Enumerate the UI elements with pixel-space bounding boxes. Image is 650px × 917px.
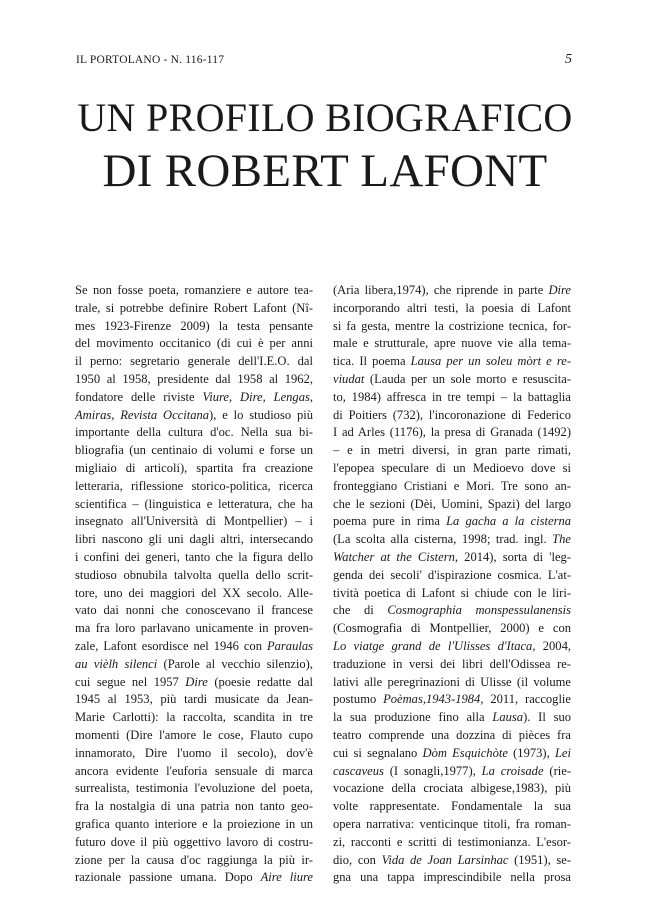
text-line-left: del movimento occitanico (di cui è per anni bbox=[75, 336, 313, 351]
text-line-left: studioso obnubila talvolta quella dello scrit- bbox=[75, 567, 313, 582]
text-line-left: momenti (Dire l'amore le cose, Flauto cupo bbox=[75, 727, 313, 742]
text-line-right: tica. Il poema Lausa per un soleu mòrt e re- bbox=[333, 354, 571, 369]
text-line-right: (Aria libera,1974), che riprende in parte Dire bbox=[333, 283, 571, 297]
text-line-right: Lo viatge grand de l'Ulisses d'Itaca, 2004, bbox=[333, 638, 571, 653]
text-line-right: poema pure in rima La gacha a la cisterna bbox=[333, 514, 571, 529]
text-line-left: tore, uno dei maggiori del XX secolo. Alle- bbox=[75, 585, 313, 600]
text-line-right: (Cosmografia di Montpellier, 2000) e con bbox=[333, 621, 571, 636]
text-line-left: grafica quanto interiore e la proiezione in un bbox=[75, 816, 313, 831]
text-line-left: zale, Lafont esordisce nel 1946 con Paraulas bbox=[75, 638, 313, 653]
text-line-right: lativi alle peregrinazioni di Ulisse (il volume bbox=[333, 674, 571, 689]
text-line-right: I ad Arles (1176), la presa di Granada (1492) bbox=[333, 425, 571, 440]
text-line-right: zi, racconti e scritti di testimonianza. L'esor- bbox=[333, 834, 571, 849]
text-line-right: male e strutturale, apre nuove vie alla tema- bbox=[333, 336, 571, 351]
text-line-left: futuro dove il più oggettivo lavoro di costru- bbox=[75, 834, 313, 849]
text-line-right: vocazione della crociata albigese,1983), più bbox=[333, 781, 571, 796]
running-header bbox=[76, 54, 572, 72]
text-line-left: zione per la causa d'oc raggiunga la più ir- bbox=[75, 852, 313, 867]
text-line-left: surrealista, testimonia l'evoluzione del poeta, bbox=[75, 781, 313, 796]
text-line-right: di Poitiers (732), l'incoronazione di Federico bbox=[333, 407, 571, 422]
text-line-right: fronteggiano Cristiani e Mori. Tre sono an- bbox=[333, 478, 571, 493]
text-column-right bbox=[333, 282, 571, 887]
text-line-right: cascaveus (I sonagli,1977), La croisade (rie- bbox=[333, 763, 571, 778]
text-line-left: 1945 al 1953, più tardi musicate da Jean- bbox=[75, 692, 313, 707]
text-line-right: (La scolta alla cisterna, 1998; trad. ingl. The bbox=[333, 532, 571, 547]
text-line-left: cui segue nel 1957 Dire (poesie redatte dal bbox=[75, 674, 313, 689]
text-line-right: incorporando altri testi, la poesia di Lafont bbox=[333, 300, 571, 315]
text-line-left: Marie Carlotti): la raccolta, scandita in tre bbox=[75, 710, 313, 725]
text-line-left: Amiras, Revista Occitana), e lo studioso più bbox=[75, 407, 313, 422]
text-line-right: dio, con Vida de Joan Larsinhac (1951), se- bbox=[333, 852, 571, 867]
text-line-left: ma fra loro parlavano unicamente in proven- bbox=[75, 621, 313, 636]
text-line-left: trale, si potrebbe definire Robert Lafont (Nî- bbox=[75, 300, 313, 315]
text-line-left: letteraria, riflessione storico-politica, ricerca bbox=[75, 478, 313, 493]
text-line-right: Watcher at the Cistern, 2014), sorta di 'leg- bbox=[333, 549, 571, 564]
text-line-left: au vièlh silenci (Parole al vecchio silenzio), bbox=[75, 656, 313, 671]
text-line-left: fondatore delle riviste Viure, Dire, Lengas, bbox=[75, 389, 313, 404]
text-line-right: viudat (Lauda per un sole morto e resuscita- bbox=[333, 371, 571, 386]
journal-title: IL PORTOLANO - N. 116-117 bbox=[76, 54, 225, 66]
text-line-left: il perno: segretario generale dell'I.E.O. dal bbox=[75, 354, 313, 369]
text-line-right: opera narrativa: venticinque titoli, fra roman- bbox=[333, 816, 571, 831]
text-line-right: genda dei secoli' d'ispirazione cosmica. L'at- bbox=[333, 567, 571, 582]
text-line-left: razionale passione umana. Dopo Aire liure bbox=[75, 870, 313, 885]
text-line-right: gna una tappa imprescindibile nella prosa bbox=[333, 870, 571, 885]
text-line-left: insegnato all'Università di Montpellier) – i bbox=[75, 514, 313, 529]
text-line-left: innamorato, Dire l'uomo il secolo), dov'è bbox=[75, 745, 313, 760]
text-line-right: teatro comprende una dozzina di pièces fra bbox=[333, 727, 571, 742]
text-line-left: fra la nostalgia di una patria non tanto geo- bbox=[75, 799, 313, 814]
text-line-right: si fa gesta, mentre la costrizione tecnica, for- bbox=[333, 318, 571, 333]
text-line-right: l'epopea speculare di un Medioevo dove si bbox=[333, 460, 571, 475]
article-title-line-1: UN PROFILO BIOGRAFICO bbox=[77, 95, 573, 140]
text-line-left: bliografia (un centinaio di volumi e forse un bbox=[75, 443, 313, 458]
text-line-right: postumo Poèmas,1943-1984, 2011, raccoglie bbox=[333, 692, 571, 707]
text-line-left: importante della cultura d'oc. Nella sua bi- bbox=[75, 425, 313, 440]
text-line-right: cui si segnalano Dòm Esquichòte (1973), Lei bbox=[333, 745, 571, 760]
text-line-right: la sua produzione fino alla Lausa). Il suo bbox=[333, 710, 571, 725]
text-line-right: tività poetica di Lafont si chiude con le liri- bbox=[333, 585, 571, 600]
text-line-right: volte rappresentate. Fondamentale la sua bbox=[333, 799, 571, 814]
text-column-left bbox=[75, 282, 313, 887]
text-line-left: scientifica – (linguistica e letteratura, che ha bbox=[75, 496, 313, 511]
page-number: 5 bbox=[565, 52, 572, 67]
text-line-left: vato dai nonni che conoscevano il francese bbox=[75, 603, 313, 618]
text-line-right: traduzione in versi dei libri dell'Odissea re- bbox=[333, 656, 571, 671]
text-line-left: i confini dei generi, tanto che la figura dello bbox=[75, 549, 313, 564]
text-line-right: che di Cosmographia monspessulanensis bbox=[333, 603, 571, 618]
text-line-left: 1950 al 1958, presidente dal 1958 al 1962, bbox=[75, 371, 313, 386]
text-line-left: mes 1923-Firenze 2009) la testa pensante bbox=[75, 318, 313, 333]
text-line-left: migliaio di articoli), spartita fra creazione bbox=[75, 460, 313, 475]
text-line-right: che le sezioni (Dèi, Uomini, Spazi) del largo bbox=[333, 496, 571, 511]
text-line-right: – e in metri diversi, in gran parte rimati, bbox=[333, 443, 571, 458]
article-title-line-2: DI ROBERT LAFONT bbox=[102, 145, 548, 197]
text-line-right: to, 1984) affresca in tre tempi – la battaglia bbox=[333, 389, 571, 404]
text-line-left: ancora evidente l'euforia sensuale di marca bbox=[75, 763, 313, 778]
text-line-left: Se non fosse poeta, romanziere e autore tea- bbox=[75, 283, 313, 297]
text-line-left: libri nascono gli uni dagli altri, intersecando bbox=[75, 532, 313, 547]
